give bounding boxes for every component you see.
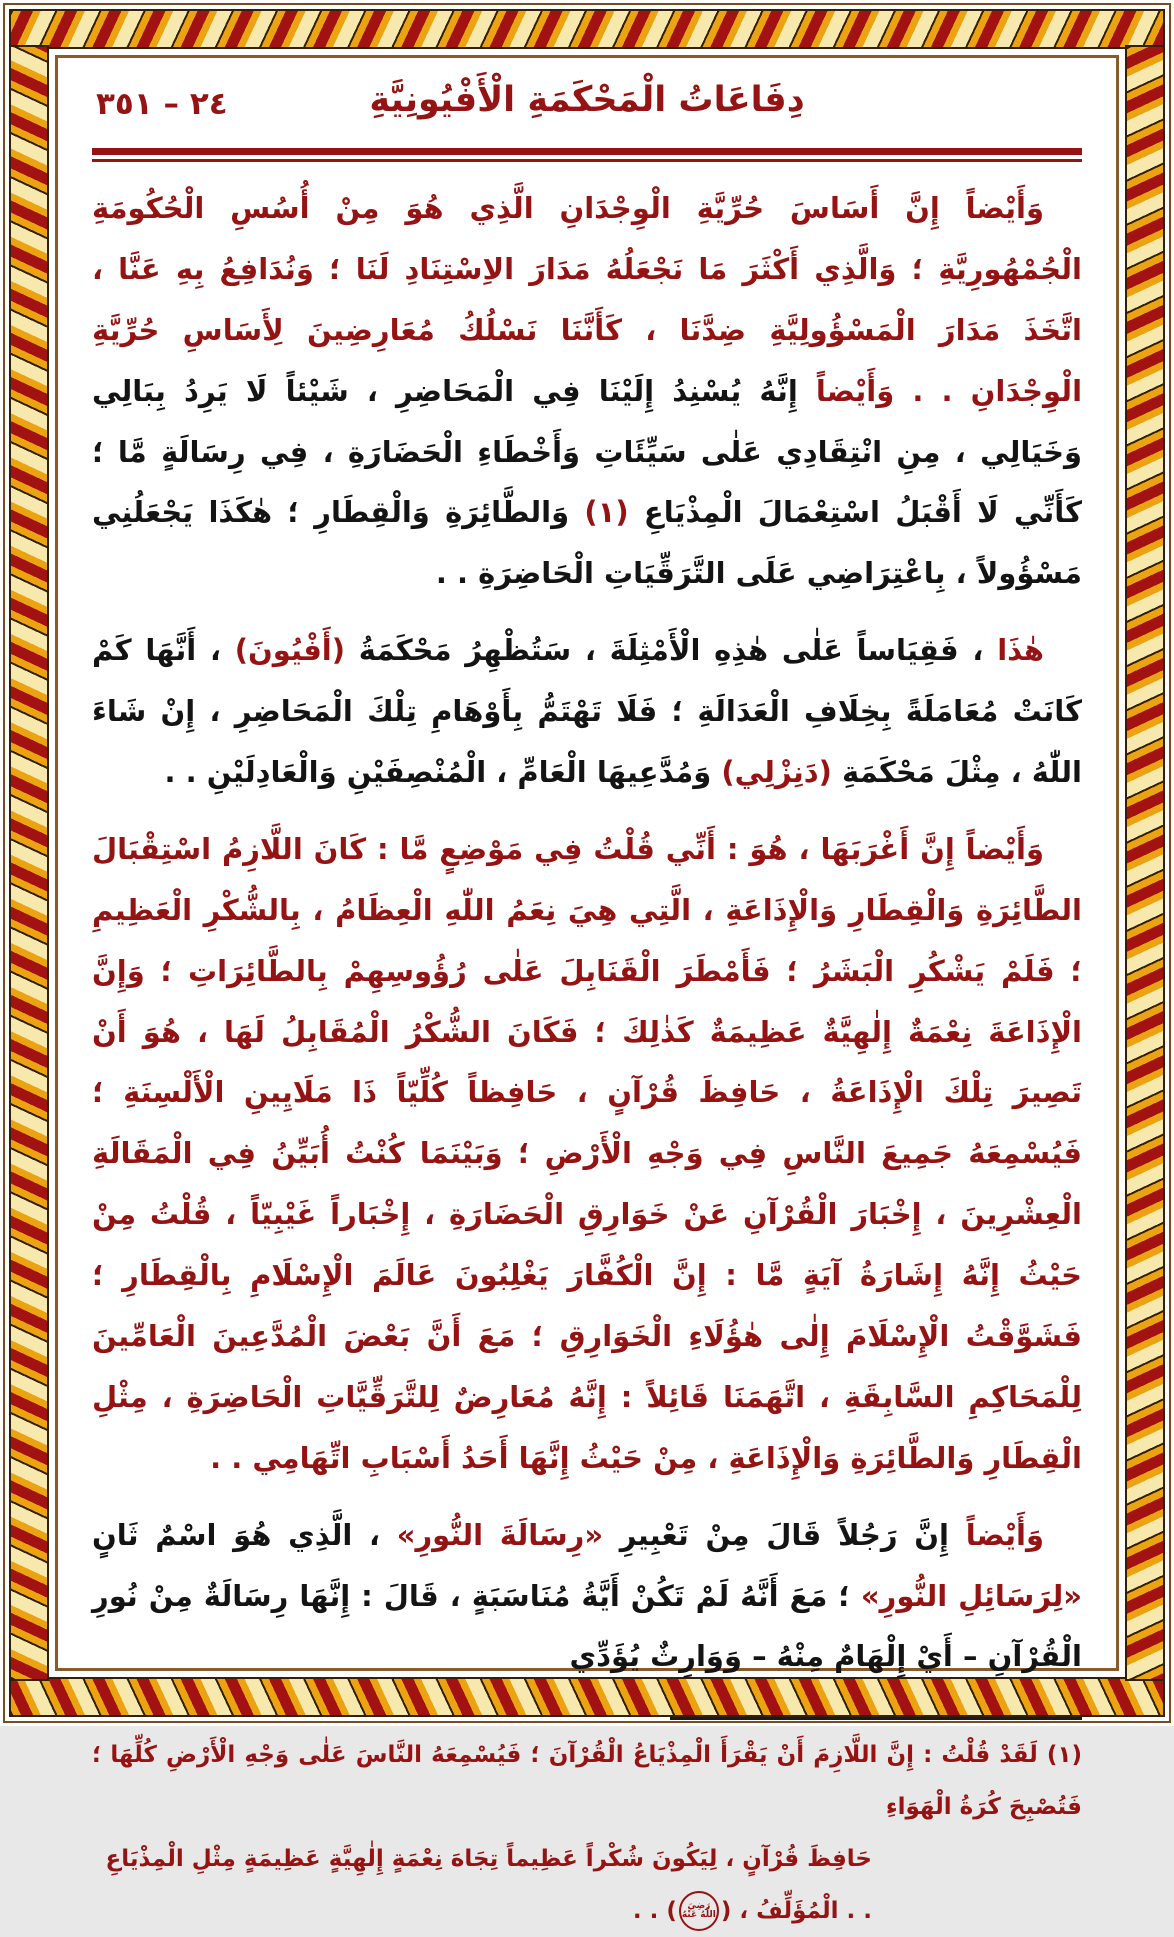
text-segment-black: ؛ مَعَ أَنَّهُ لَمْ تَكُنْ أَيَّةُ مُنَاسَبَةٍ ، قَالَ : إِنَّهَا رِسَالَةٌ مِنْ نُورِ الْقُرْآنِ – أَيْ إِلْهَامٌ مِنْهُ – وَوَارِثٌ يُؤَدِّي bbox=[92, 1578, 1082, 1674]
text-segment-black: ، فَقِيَاساً عَلٰى هٰذِهِ الْأَمْثِلَةَ ، سَتُظْهِرُ مَحْكَمَةُ bbox=[345, 633, 998, 668]
text-segment-red: وَأَيْضاً bbox=[965, 1517, 1045, 1552]
paragraph bbox=[92, 178, 1082, 604]
page-number: ٢٤ – ٣٥١ bbox=[96, 86, 228, 122]
footnote-line-1: (١) لَقَدْ قُلْتُ : إِنَّ اللَّازِمَ أَنْ يَقْرَأَ الْمِذْيَاعُ الْقُرْآنَ ؛ فَيُسْمِعَهُ النَّاسَ عَلٰى وَجْهِ الْأَرْضِ كُلِّهَا ؛ فَتُصْبِحَ كُرَةُ الْهَوَاءِ bbox=[92, 1742, 1082, 1821]
footnote-line-2 bbox=[92, 1834, 1082, 1937]
footnote-line-2-text: حَافِظَ قُرْآنٍ ، لِيَكُونَ شُكْراً عَظِيماً تِجَاهَ نِعْمَةٍ إِلٰهِيَّةٍ عَظِيمَةٍ مِثْلِ الْمِذْيَاعِ . . الْمُؤَلِّفُ ، ( bbox=[105, 1845, 872, 1924]
paragraph bbox=[92, 1505, 1082, 1688]
text-segment-red: هٰذَا bbox=[997, 633, 1045, 668]
header-double-rule bbox=[92, 148, 1082, 162]
text-segment-black: إِنَّهُ يُسْنِدُ إِلَيْنَا فِي الْمَحَاضِرِ ، شَيْئاً لَا يَرِدُ بِبَالِي وَخَيَالِي ، مِنِ انْتِقَادِي عَلٰى سَيِّئَاتِ وَأَخْطَاءِ الْحَضَارَةِ ، فِي رِسَالَةٍ مَّا ؛ كَأَنِّي لَا أَقْبَلُ اسْتِعْمَالَ الْمِذْيَاعِ bbox=[92, 373, 1082, 530]
paragraph bbox=[92, 620, 1082, 803]
paragraph bbox=[92, 819, 1082, 1489]
body-text bbox=[92, 178, 1082, 1687]
text-segment-red: (١) bbox=[584, 495, 629, 530]
frame-ornament-right bbox=[1125, 45, 1165, 1681]
text-segment-black: إِنَّ رَجُلاً قَالَ مِنْ تَعْبِيرِ bbox=[603, 1517, 966, 1552]
footnote-line-2-tail: ) . . bbox=[632, 1897, 677, 1924]
author-seal: رَضِيَ اللّٰهُ عَنْهُ bbox=[679, 1891, 719, 1931]
text-segment-black: ، أَنَّهَا كَمْ كَانَتْ مُعَامَلَةً بِخِلَافِ الْعَدَالَةِ ؛ فَلَا تَهْتَمُّ بِأَوْهَامِ تِلْكَ الْمَحَاضِرِ ، إِنْ شَاءَ اللّٰهُ ، مِثْلَ مَحْكَمَةِ bbox=[92, 633, 1082, 790]
page-title: دِفَاعَاتُ الْمَحْكَمَةِ الْأَفْيُونِيَّةِ bbox=[369, 80, 805, 120]
page-header bbox=[92, 72, 1082, 134]
text-segment-red: (أَفْيُونَ) bbox=[234, 633, 346, 668]
text-segment-red: وَأَيْضاً إِنَّ أَغْرَبَهَا ، هُوَ : أَنِّي قُلْتُ فِي مَوْضِعٍ مَّا : كَانَ اللَّازِمُ اسْتِقْبَالَ الطَّائِرَةِ وَالْقِطَارِ وَالْإِذَاعَةِ ، الَّتِي هِيَ نِعَمُ اللّٰهِ الْعِظَامُ ، بِالشُّكْرِ الْعَظِيمِ ؛ فَلَمْ يَشْكُرِ الْبَشَرُ ؛ فَأَمْطَرَ الْقَنَابِلَ عَلٰى رُؤُوسِهِمْ بِالطَّائِرَاتِ ؛ وَإِنَّ الْإِذَاعَةَ نِعْمَةٌ إِلٰهِيَّةٌ عَظِيمَةٌ كَذٰلِكَ ؛ فَكَانَ الشُّكْرُ الْمُقَابِلُ لَهَا ، هُوَ أَنْ تَصِيرَ تِلْكَ الْإِذَاعَةُ ، حَافِظَ قُرْآنٍ ، حَافِظاً كُلِّيّاً ذَا مَلَايِينِ الْأَلْسِنَةِ ؛ فَيُسْمِعَهُ جَمِيعَ النَّاسِ فِي وَجْهِ الْأَرْضِ ؛ وَبَيْنَمَا كُنْتُ أُبَيِّنُ فِي الْمَقَالَةِ الْعِشْرِينَ ، إِخْبَارَ الْقُرْآنِ عَنْ خَوَارِقِ الْحَضَارَةِ ، إِخْبَاراً غَيْبِيّاً ، قُلْتُ مِنْ حَيْثُ إِنَّهُ إِشَارَةُ آيَةٍ مَّا : إِنَّ الْكُفَّارَ يَغْلِبُونَ عَالَمَ الْإِسْلَامِ بِالْقِطَارِ ؛ فَشَوَّقْتُ الْإِسْلَامَ إِلٰى هٰؤُلَاءِ الْخَوَارِقِ ؛ مَعَ أَنَّ بَعْضَ الْمُدَّعِينَ الْعَامِّينَ لِلْمَحَاكِمِ السَّابِقَةِ ، اتَّهَمَنَا قَائِلاً : إِنَّهُ مُعَارِضٌ لِلتَّرَقِّيَّاتِ الْحَاضِرَةِ ، مِثْلِ الْقِطَارِ وَالطَّائِرَةِ وَالْإِذَاعَةِ ، مِنْ حَيْثُ إِنَّهَا أَحَدُ أَسْبَابِ اتِّهَامِي . . bbox=[92, 831, 1082, 1475]
text-segment-red: (دَنِزْلِي) bbox=[721, 755, 832, 790]
footnote-divider bbox=[670, 1717, 1082, 1720]
page-content bbox=[92, 72, 1083, 1924]
frame-ornament-left bbox=[9, 45, 49, 1681]
footnote bbox=[92, 1730, 1082, 1937]
frame-ornament-top bbox=[9, 9, 1165, 49]
text-segment-red: «لِرَسَائِلِ النُّورِ» bbox=[860, 1578, 1082, 1613]
text-segment-black: ، الَّذِي هُوَ اسْمٌ ثَانٍ bbox=[92, 1517, 397, 1552]
text-segment-red: «رِسَالَةَ النُّورِ» bbox=[396, 1517, 604, 1552]
text-segment-black: وَمُدَّعِيهَا الْعَامِّ ، الْمُنْصِفَيْنِ وَالْعَادِلَيْنِ . . bbox=[164, 755, 722, 790]
text-segment-black: وَالطَّائِرَةِ وَالْقِطَارِ ؛ هٰكَذَا يَجْعَلُنِي مَسْؤُولاً ، بِاعْتِرَاضِي عَلَى التَّرَقِّيَاتِ الْحَاضِرَةِ . . bbox=[92, 495, 1082, 591]
text-segment-red: وَأَيْضاً إِنَّ أَسَاسَ حُرِّيَّةِ الْوِجْدَانِ الَّذِي هُوَ مِنْ أُسُسِ الْحُكُومَةِ الْجُمْهُورِيَّةِ ؛ وَالَّذِي أَكْثَرَ مَا نَجْعَلُهُ مَدَارَ الاِسْتِنَادِ لَنَا ؛ وَنُدَافِعُ بِهِ عَنَّا ، اتَّخَذَ مَدَارَ الْمَسْؤُولِيَّةِ ضِدَّنَا ، كَأَنَّنَا نَسْلُكُ مُعَارِضِينَ لِأَسَاسِ حُرِّيَّةِ الْوِجْدَانِ . . وَأَيْضاً bbox=[92, 191, 1083, 408]
